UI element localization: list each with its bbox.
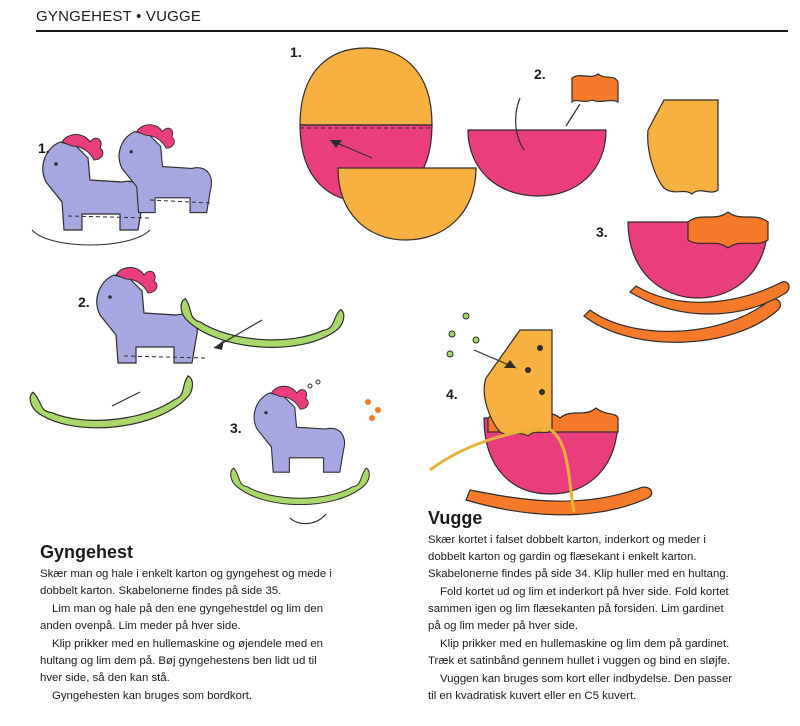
vugge-step-3-number: 3. (596, 224, 608, 240)
gyngehest-paragraph-2: Lim man og hale på den ene gyngehestdel og lim den anden ovenpå. Lim meder på hver side. (40, 603, 324, 633)
vugge-paragraph-4: Vuggen kan bruges som kort eller indbydelse. Den passer til en kvadratisk kuvert eller en C5 kuvert. (428, 673, 733, 703)
header-title: GYNGEHEST • VUGGE (36, 8, 202, 25)
gyngehest-step-1-number: 1. (38, 140, 50, 156)
vugge-paragraph-3: Klip prikker med en hullemaskine og lim dem på gardinet. Træk et satinbånd gennem hullet i vuggen og bind en sløjfe. (428, 638, 731, 668)
vugge-step-1-figure (300, 48, 476, 240)
vugge-step-2-number: 2. (534, 66, 546, 82)
vugge-paragraph-2: Fold kortet ud og lim et inderkort på hver side. Fold kortet sammen igen og lim flæsekanten på forsiden. Lim gardinet på og lim meder på hver side. (428, 586, 729, 633)
gyngehest-title: Gyngehest (40, 542, 134, 562)
gyngehest-step-3-number: 3. (230, 420, 242, 436)
gyngehest-step-2-figure (29, 268, 344, 436)
gyngehest-paragraph-1: Skær man og hale i enkelt karton og gyngehest og mede i dobbelt karton. Skabelonerne findes på side 35. (40, 568, 332, 598)
vugge-step-1-number: 1. (290, 44, 302, 60)
gyngehest-paragraph-3: Klip prikker med en hullemaskine og øjendele med en hultang og lim dem på. Bøj gyngehestens ben lidt ud til hver side, så den kan stå. (40, 638, 323, 685)
vugge-step-2-figure (468, 74, 618, 196)
vugge-step-4-number: 4. (446, 386, 458, 402)
gyngehest-step-2-number: 2. (78, 294, 90, 310)
vugge-step-4-figure (430, 313, 652, 515)
gyngehest-step-3-figure (231, 380, 381, 524)
gyngehest-step-1-figure (32, 125, 211, 245)
vugge-step-3-figure (584, 100, 789, 342)
gyngehest-paragraph-4: Gyngehesten kan bruges som bordkort. (52, 690, 253, 702)
vugge-paragraph-1: Skær kortet i falset dobbelt karton, inderkort og meder i dobbelt karton og gardin og flæsekant i enkelt karton. Skabelonerne findes på side 34. Klip huller med en hultang. (428, 534, 729, 581)
vugge-title: Vugge (428, 508, 483, 528)
